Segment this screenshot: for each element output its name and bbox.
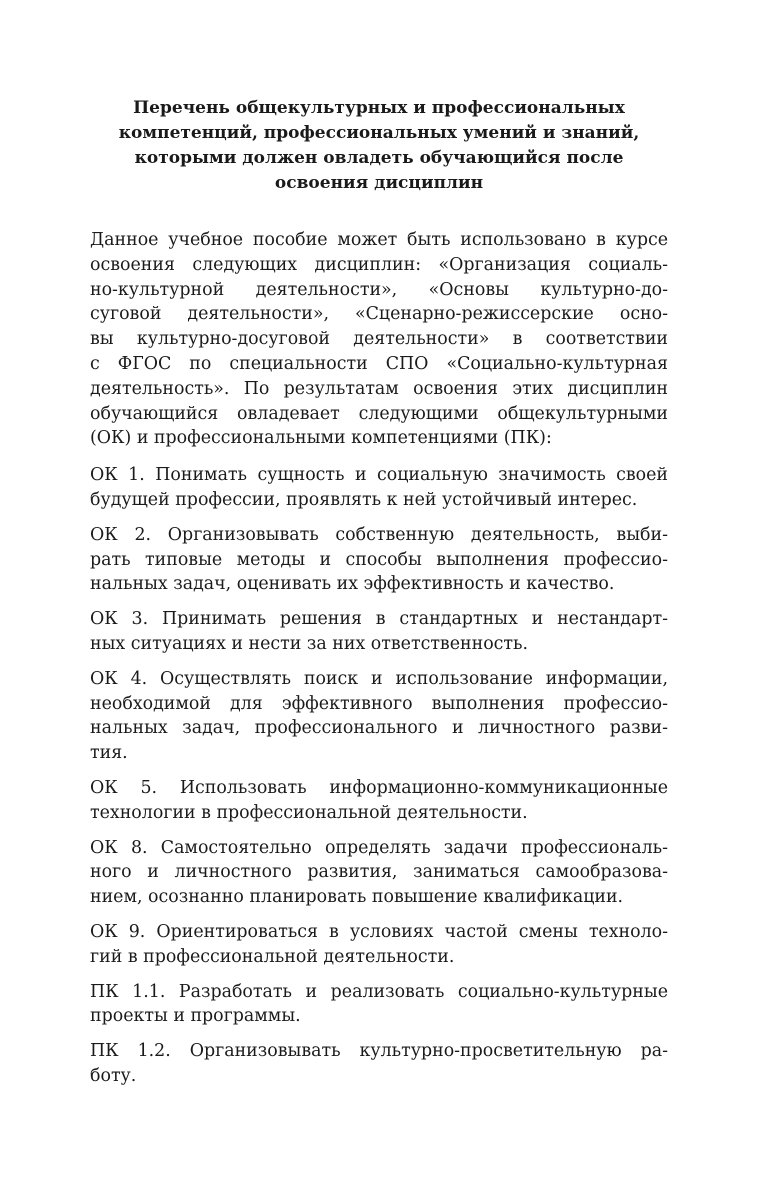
text-line: Данное учебное пособие может быть использовано в курсе: [90, 230, 668, 250]
text-line: ОК 4. Осуществлять поиск и использование информации,: [90, 668, 668, 689]
text-line: боту.: [90, 1065, 137, 1086]
text-line: нальных задач, оценивать их эффективность и качество.: [90, 574, 615, 595]
document-page: [90, 96, 668, 1099]
competency-pk1-1: [90, 980, 668, 1030]
text-line: с ФГОС по специальности СПО «Социально-культурная: [90, 353, 668, 374]
title-line: освоения дисциплин: [274, 173, 484, 193]
text-line: вы культурно-досуговой деятельности» в соответствии: [90, 329, 668, 350]
text-line: но-культурной деятельности», «Основы культурно-до-: [90, 279, 668, 300]
text-line: ПК 1.2. Организовывать культурно-просветительную ра-: [90, 1041, 668, 1062]
title-line: которыми должен овладеть обучающийся после: [134, 148, 624, 168]
title-line: компетенций, профессиональных умений и знаний,: [118, 123, 640, 143]
title-line: Перечень общекультурных и профессиональных: [133, 98, 625, 118]
text-line: ОК 8. Самостоятельно определять задачи профессиональ-: [90, 837, 668, 858]
text-line: необходимой для эффективного выполнения профессио-: [90, 693, 668, 714]
text-line: деятельность». По результатам освоения этих дисциплин: [90, 378, 668, 399]
text-line: ОК 1. Понимать сущность и социальную значимость своей: [90, 465, 668, 486]
text-line: нальных задач, профессионального и личностного разви-: [90, 718, 668, 739]
competency-ok4: [90, 667, 668, 766]
intro-paragraph: [90, 228, 668, 451]
text-line: тия.: [90, 743, 128, 764]
text-line: ных ситуациях и нести за них ответственность.: [90, 633, 529, 654]
competency-ok2: [90, 523, 668, 597]
text-line: ОК 9. Ориентироваться в условиях частой смены техноло-: [90, 921, 668, 942]
text-line: суговой деятельности», «Сценарно-режиссерские осно-: [90, 304, 668, 325]
competency-ok8: [90, 836, 668, 910]
text-line: обучающийся овладевает следующими общекультурными: [90, 403, 668, 424]
text-line: рать типовые методы и способы выполнения профессио-: [90, 549, 668, 570]
text-line: (ОК) и профессиональными компетенциями (ПК):: [90, 428, 552, 449]
page-title: [90, 96, 668, 196]
text-line: проекты и программы.: [90, 1006, 301, 1027]
text-line: будущей профессии, проявлять к ней устойчивый интерес.: [90, 489, 638, 510]
text-line: технологии в профессиональной деятельности.: [90, 802, 528, 823]
competency-pk1-2: [90, 1039, 668, 1089]
competency-ok3: [90, 607, 668, 657]
competency-ok5: [90, 776, 668, 826]
text-line: гий в профессиональной деятельности.: [90, 946, 455, 967]
text-line: нием, осознанно планировать повышение квалификации.: [90, 887, 624, 908]
text-line: ОК 5. Использовать информационно-коммуникационные: [90, 777, 668, 798]
text-line: ОК 2. Организовывать собственную деятельность, выби-: [90, 524, 668, 545]
text-line: ОК 3. Принимать решения в стандартных и нестандарт-: [90, 609, 668, 630]
competency-ok1: [90, 463, 668, 513]
text-line: освоения следующих дисциплин: «Организация социаль-: [90, 254, 668, 275]
text-line: ного и личностного развития, заниматься самообразова-: [90, 862, 668, 883]
competency-ok9: [90, 920, 668, 970]
text-line: ПК 1.1. Разработать и реализовать социально-культурные: [90, 981, 668, 1002]
